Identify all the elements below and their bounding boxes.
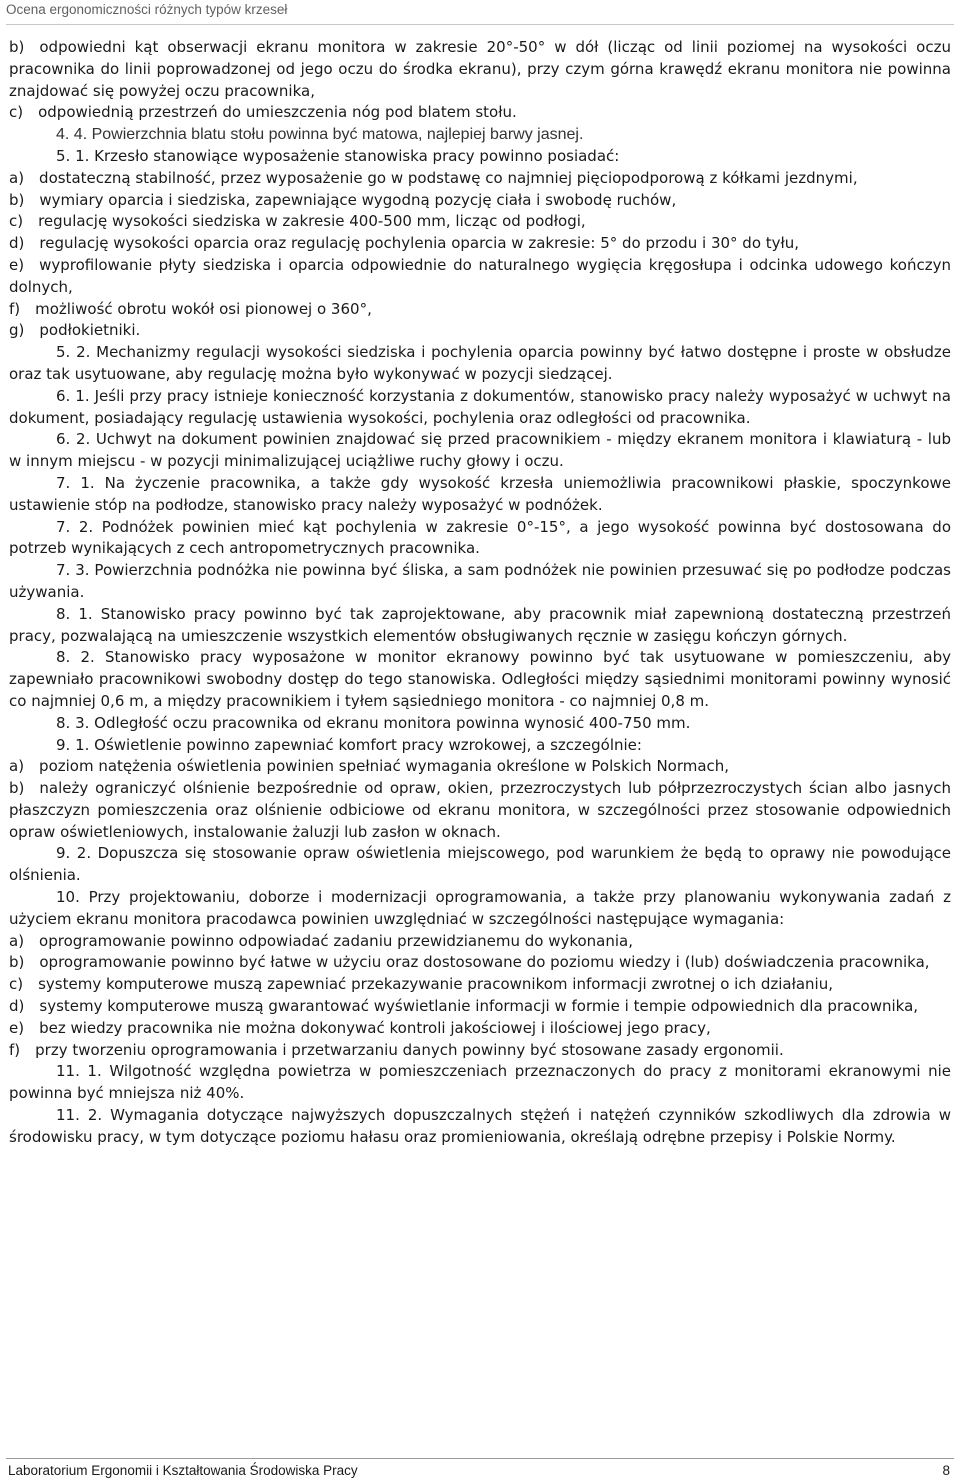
page-number: 8 [942, 1463, 950, 1478]
paragraph: d) regulację wysokości oparcia oraz regulację pochylenia oparcia w zakresie: 5° do przodu i 30° do tyłu, [9, 234, 800, 253]
paragraph: f) przy tworzeniu oprogramowania i przetwarzaniu danych powinny być stosowane zasady ergonomii. [9, 1040, 784, 1059]
paragraph: 5. 1. Krzesło stanowiące wyposażenie stanowiska pracy powinno posiadać: [56, 146, 620, 165]
paragraph: 8. 2. Stanowisko pracy wyposażone w monitor ekranowy powinno być tak usytuowane w pomieszczeniu, aby zapewniało pracownikowi swobodny dostęp do tego stanowiska. Odległości między sąsiednimi monitorami powinny wynosić co najmniej 0,6 m, a między pracownikiem i tyłem sąsiedniego monitora - co najmniej 0,8 m. [9, 648, 951, 710]
paragraph: c) systemy komputerowe muszą zapewniać przekazywanie pracownikom informacji zwrotnej o ich działaniu, [9, 975, 833, 994]
paragraph: 7. 1. Na życzenie pracownika, a także gdy wysokość krzesła uniemożliwia pracownikowi płaskie, spoczynkowe ustawienie stóp na podłodze, stanowisko pracy należy wyposażyć w podnóżek. [9, 473, 951, 514]
page-footer [6, 1458, 954, 1481]
paragraph: 7. 3. Powierzchnia podnóżka nie powinna być śliska, a sam podnóżek nie powinien przesuwać się po podłodze podczas używania. [9, 561, 951, 601]
paragraph: a) poziom natężenia oświetlenia powinien spełniać wymagania określone w Polskich Normach, [9, 757, 730, 776]
paragraph: g) podłokietniki. [9, 321, 141, 340]
paragraph: b) należy ograniczyć olśnienie bezpośrednie od opraw, okien, przezroczystych lub półprzezroczystych ścian albo jasnych płaszczyzn pomieszczenia oraz olśnienie odbiciowe od ekranu monitora, w szczególności przez stosowanie odpowiednich opraw oświetleniowych, instalowanie żaluzji lub zasłon w oknach. [9, 779, 951, 841]
paragraph: c) odpowiednią przestrzeń do umieszczenia nóg pod blatem stołu. [9, 103, 517, 122]
paragraph: 10. Przy projektowaniu, doborze i modernizacji oprogramowania, a także przy planowaniu wykonywania zadań z użyciem ekranu monitora pracodawca powinien uwzględniać w szczególności następujące wymagania: [9, 888, 951, 928]
paragraph: 11. 1. Wilgotność względna powietrza w pomieszczeniach przeznaczonych do pracy z monitorami ekranowymi nie powinna być mniejsza niż 40%. [9, 1062, 951, 1103]
paragraph: 7. 2. Podnóżek powinien mieć kąt pochylenia w zakresie 0°-15°, a jego wysokość powinna być dostosowana do potrzeb wynikających z cech antropometrycznych pracownika. [9, 517, 951, 558]
paragraph: 8. 3. Odległość oczu pracownika od ekranu monitora powinna wynosić 400-750 mm. [56, 713, 691, 732]
paragraph: 5. 2. Mechanizmy regulacji wysokości siedziska i pochylenia oparcia powinny być łatwo dostępne i proste w obsłudze oraz tak usytuowane, aby regulację można było wykonywać w pozycji siedzącej. [9, 343, 951, 383]
paragraph: 6. 1. Jeśli przy pracy istnieje konieczność korzystania z dokumentów, stanowisko pracy należy wyposażyć w uchwyt na dokument, posiadający regulację ustawienia wysokości, pochylenia oraz odległości od pracownika. [9, 386, 951, 427]
paragraph: c) regulację wysokości siedziska w zakresie 400-500 mm, licząc od podłogi, [9, 212, 586, 231]
footer-lab-name: Laboratorium Ergonomii i Kształtowania Środowiska Pracy [8, 1463, 358, 1478]
paragraph: e) bez wiedzy pracownika nie można dokonywać kontroli jakościowej i ilościowej jego pracy, [9, 1018, 711, 1037]
paragraph: 9. 2. Dopuszcza się stosowanie opraw oświetlenia miejscowego, pod warunkiem że będą to oprawy nie powodujące olśnienia. [9, 844, 951, 885]
paragraph: 11. 2. Wymagania dotyczące najwyższych dopuszczalnych stężeń i natężeń czynników szkodliwych dla zdrowia w środowisku pracy, w tym dotyczące poziomu hałasu oraz promieniowania, określają odrębne przepisy i Polskie Normy. [9, 1106, 951, 1146]
paragraph: d) systemy komputerowe muszą gwarantować wyświetlanie informacji w formie i tempie odpowiednich dla pracownika, [9, 997, 919, 1016]
paragraph: b) oprogramowanie powinno być łatwe w użyciu oraz dostosowane do poziomu wiedzy i (lub) doświadczenia pracownika, [9, 953, 930, 972]
paragraph: 8. 1. Stanowisko pracy powinno być tak zaprojektowane, aby pracownik miał zapewnioną dostateczną przestrzeń pracy, pozwalającą na umieszczenie wszystkich elementów obsługiwanych ręcznie w zasięgu kończyn górnych. [9, 604, 951, 645]
paragraph: e) wyprofilowanie płyty siedziska i oparcia odpowiednie do naturalnego wygięcia kręgosłupa i odcinka udowego kończyn dolnych, [9, 255, 951, 296]
document-title: Ocena ergonomiczności różnych typów krzeseł [6, 2, 288, 17]
document-body [9, 37, 951, 1149]
paragraph: b) wymiary oparcia i siedziska, zapewniające wygodną pozycję ciała i swobodę ruchów, [9, 190, 677, 209]
paragraph: 9. 1. Oświetlenie powinno zapewniać komfort pracy wzrokowej, a szczególnie: [56, 735, 642, 754]
paragraph: f) możliwość obrotu wokół osi pionowej o 360°, [9, 299, 372, 318]
page-header [6, 0, 954, 25]
paragraph: a) dostateczną stabilność, przez wyposażenie go w podstawę co najmniej pięciopodporową z kółkami jezdnymi, [9, 168, 858, 187]
paragraph: a) oprogramowanie powinno odpowiadać zadaniu przewidzianemu do wykonania, [9, 931, 634, 950]
paragraph: b) odpowiedni kąt obserwacji ekranu monitora w zakresie 20°-50° w dół (licząc od linii poziomej na wysokości oczu pracownika do linii poprowadzonej od jego oczu do środka ekranu), przy czym górna krawędź ekranu monitora nie powinna znajdować się powyżej oczu pracownika, [9, 38, 951, 100]
paragraph: 6. 2. Uchwyt na dokument powinien znajdować się przed pracownikiem - między ekranem monitora i klawiaturą - lub w innym miejscu - w pozycji minimalizującej uciążliwe ruchy głowy i oczu. [9, 430, 951, 471]
paragraph: 4. 4. Powierzchnia blatu stołu powinna być matowa, najlepiej barwy jasnej. [56, 126, 584, 144]
